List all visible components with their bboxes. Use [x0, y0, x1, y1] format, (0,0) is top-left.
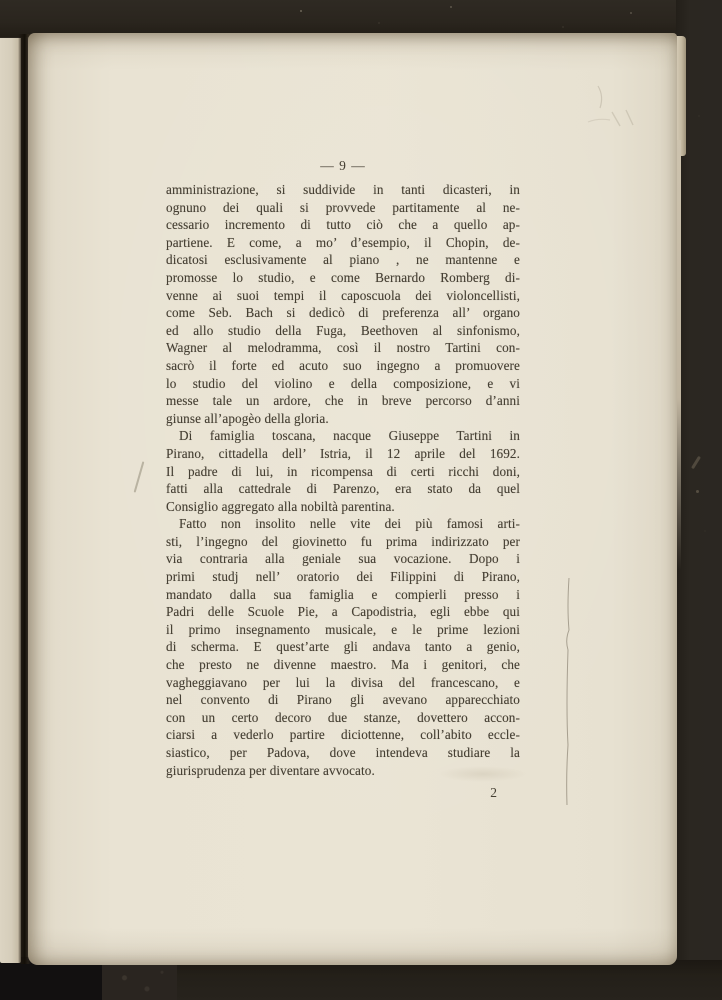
text-line: Pirano, cittadella dell’ Istria, il 12 aprile del 1692. [166, 445, 520, 461]
text-line: ed allo studio della Fuga, Beethoven al sinfonismo, [166, 322, 520, 338]
text-line: Fatto non insolito nelle vite dei più famosi arti- [179, 516, 520, 532]
text-line: vagheggiavano per lui la divisa del francescano, e [166, 674, 520, 690]
scan-smudge [696, 490, 699, 493]
text-line: Consiglio aggregato alla nobiltà parentina. [166, 498, 395, 514]
text-line: lo studio del violino e della composizione, e vi [166, 375, 520, 391]
text-line: mandato dalla sua famiglia e compierli presso i [166, 586, 520, 602]
pencil-mark [134, 461, 145, 492]
page-text [166, 181, 520, 779]
book-page [28, 33, 677, 965]
dust-specks [300, 10, 302, 12]
text-line: giunse all’apogèo della gloria. [166, 410, 329, 426]
text-line: Wagner al melodramma, così il nostro Tartini con- [166, 340, 520, 356]
text-line: il primo insegnamento musicale, e le prime lezioni [166, 621, 520, 637]
photo-background-top [0, 0, 722, 37]
text-line: di scherma. E quest’arte gli andava tanto a genio, [166, 639, 520, 655]
text-line: venne ai suoi tempi il caposcuola dei violoncellisti, [166, 287, 520, 303]
text-line: giurisprudenza per diventare avvocato. [166, 762, 375, 778]
text-line: dicatosi esclusivamente al piano , ne mantenne e [166, 252, 520, 268]
text-line: partiene. E come, a mo’ d’esempio, il Chopin, de- [166, 234, 520, 250]
text-line: primi studj nell’ oratorio dei Filippini di Pirano, [166, 569, 520, 585]
text-line: nel convento di Pirano gli avevano apparecchiato [166, 692, 520, 708]
pencil-scribble [568, 78, 658, 148]
text-line: Di famiglia toscana, nacque Giuseppe Tartini in [179, 428, 520, 444]
text-line: messe tale un ardore, che in breve percorso d’anni [166, 393, 520, 409]
text-line: siastico, per Padova, dove intendeva studiare la [166, 745, 520, 760]
text-line: Padri delle Scuole Pie, a Capodistria, egli ebbe qui [166, 604, 520, 620]
text-line: promosse lo studio, e come Bernardo Romberg di- [166, 269, 520, 285]
text-line: sti, l’ingegno del giovinetto fu prima indirizzato per [166, 533, 520, 549]
text-line: ciarsi a vederlo partire diciottenne, coll’abito eccle- [166, 727, 520, 743]
text-line: via contraria alla geniale sua vocazione. Dopo i [166, 551, 520, 567]
page-number-header: — 9 — [320, 158, 366, 173]
text-line: Il padre di lui, in ricompensa di certi ricchi doni, [166, 463, 520, 479]
text-line: sacrò il forte ed acuto suo ingegno a promuovere [166, 357, 520, 373]
text-line: fatti alla cattedrale di Parenzo, era stato da quel [166, 481, 520, 497]
hair-crease-artifact [558, 578, 578, 808]
text-line: amministrazione, si suddivide in tanti dicasteri, in [166, 182, 520, 197]
text-line: ognuno dei quali si provvede partitamente al ne- [166, 199, 520, 215]
signature-mark: 2 [490, 785, 497, 800]
text-line: che presto ne divenne maestro. Ma i genitori, che [166, 657, 520, 673]
text-line: con un certo decoro due stanze, dovettero accon- [166, 709, 520, 725]
paper-stain [438, 766, 528, 782]
photo-background-texture [102, 963, 177, 1000]
page-stack-edge [676, 36, 686, 156]
text-line: come Seb. Bach si dedicò di preferenza all’ organo [166, 305, 520, 321]
text-line: cessario incremento di tutto ciò che a quello ap- [166, 217, 520, 233]
